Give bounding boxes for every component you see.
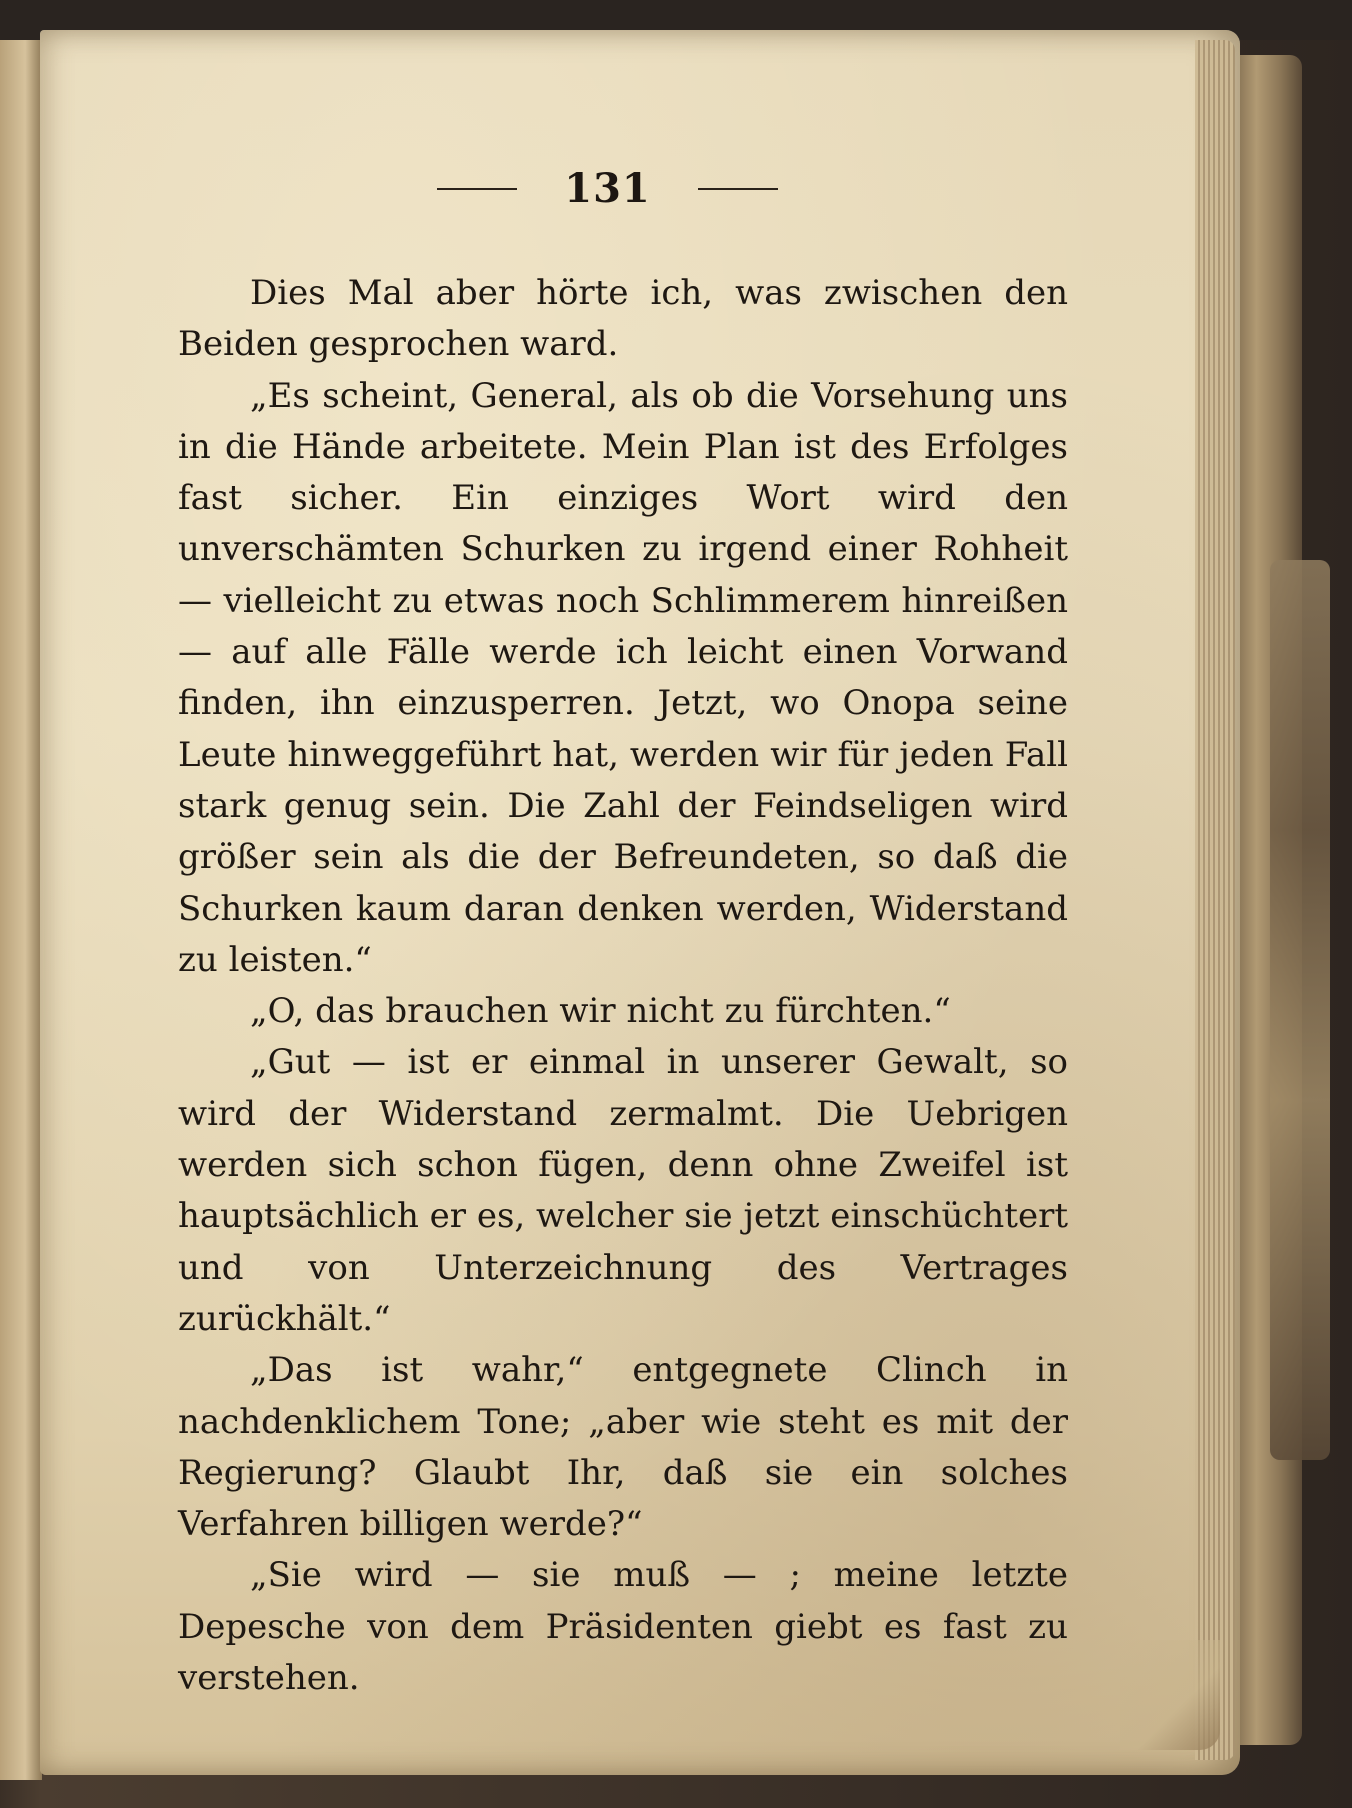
facing-page-edge [0, 40, 42, 1780]
paragraph: „Es scheint, General, als ob die Vorsehung uns in die Hände arbeitete. Mein Plan ist des Erfolges fast sicher. Ein einziges Wort wird den unverschämten Schurken zu irgend einer Rohheit — vielleicht zu etwas noch Schlimmerem hinreißen — auf alle Fälle werde ich leicht einen Vorwand finden, ihn einzusperren. Jetzt, wo Onopa seine Leute hinweggeführt hat, werden wir für jeden Fall stark genug sein. Die Zahl der Feindseligen wird größer sein als die der Befreundeten, so daß die Schurken kaum daran denken werden, Widerstand zu leisten.“ [178, 375, 1068, 980]
paragraph: Dies Mal aber hörte ich, was zwischen den Beiden gesprochen ward. [178, 273, 1068, 365]
worn-page-corner [1120, 1640, 1220, 1750]
header-rule-right [698, 188, 778, 190]
book-page [40, 30, 1240, 1775]
paragraph: „O, das brauchen wir nicht zu fürchten.“ [250, 991, 951, 1032]
paragraph: „Das ist wahr,“ entgegnete Clinch in nachdenklichem Tone; „aber wie steht es mit der Regierung? Glaubt Ihr, daß sie ein solches Verfahren billigen werde?“ [178, 1350, 1068, 1545]
header-rule-left [437, 188, 517, 190]
binding-wear [1270, 560, 1330, 1460]
page-number: 131 [564, 165, 651, 212]
paragraph: „Sie wird — sie muß — ; meine letzte Depesche von dem Präsidenten giebt es fast zu verstehen. [178, 1555, 1068, 1699]
paragraph: „Gut — ist er einmal in unserer Gewalt, so wird der Widerstand zermalmt. Die Uebrigen werden sich schon fügen, denn ohne Zweifel ist hauptsächlich er es, welcher sie jetzt einschüchtert und von Unterzeichnung des Vertrages zurückhält.“ [178, 1042, 1069, 1339]
page-body-text [178, 268, 1068, 1704]
page-header [40, 165, 1175, 212]
page-block-edges [1195, 40, 1235, 1760]
